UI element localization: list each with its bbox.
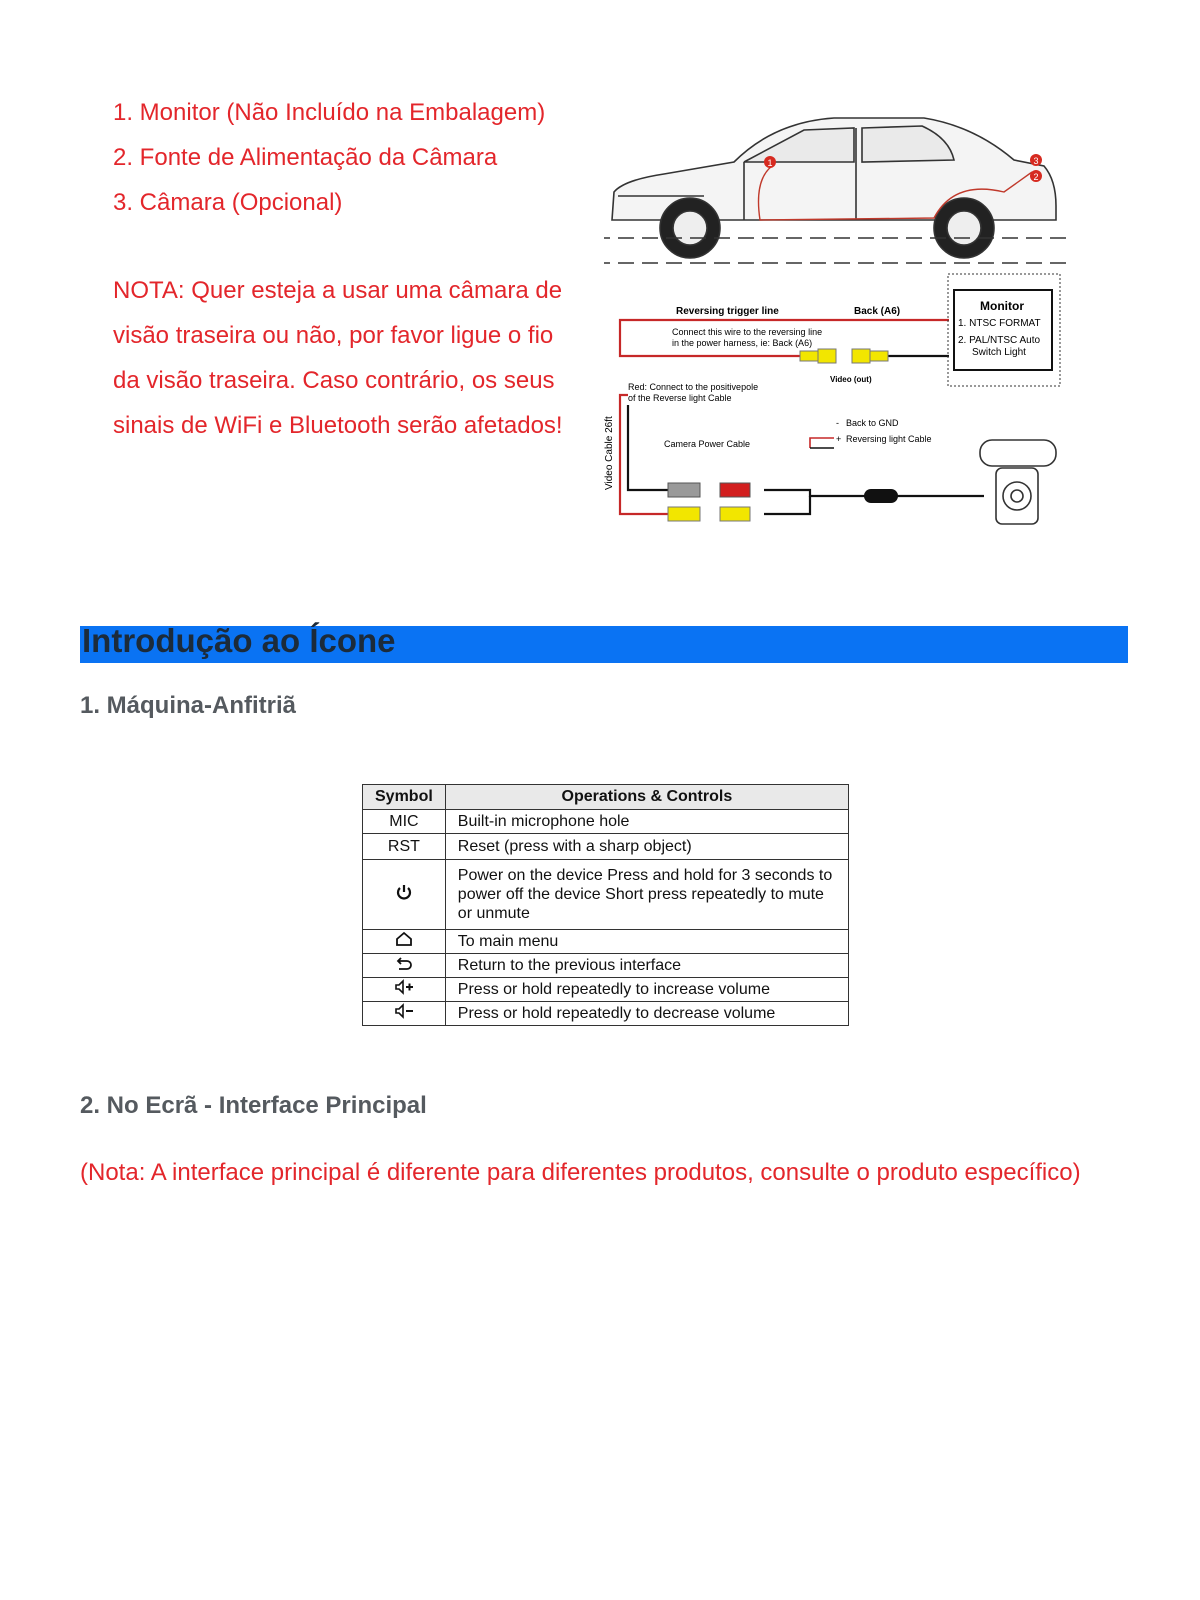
back-icon — [395, 955, 413, 971]
svg-text:1. NTSC FORMAT: 1. NTSC FORMAT — [958, 318, 1041, 329]
controls-table — [362, 784, 849, 1026]
table-row — [363, 954, 849, 978]
table-cell-op: Power on the device Press and hold for 3 seconds to power off the device Short press repeatedly to mute or unmute — [445, 860, 848, 930]
table-header-row — [363, 785, 849, 810]
volume-down-icon — [394, 1003, 414, 1019]
svg-text:Back (A6): Back (A6) — [854, 306, 901, 317]
car-marker-3 — [1030, 154, 1042, 166]
note-text: NOTA: Quer esteja a usar uma câmara de visão traseira ou não, por favor ligue o fio da visão traseira. Caso contrário, os seus sinais de WiFi e Bluetooth serão afetados! — [113, 277, 563, 439]
svg-text:+: + — [836, 434, 842, 444]
table-row — [363, 978, 849, 1002]
table-row — [363, 834, 849, 860]
list-item: 1. Monitor (Não Incluído na Embalagem) — [113, 99, 546, 126]
svg-text:Camera Power Cable: Camera Power Cable — [664, 439, 751, 449]
svg-text:Red: Connect to the positivepo: Red: Connect to the positivepole — [628, 382, 759, 392]
section-header-bar — [80, 622, 1128, 663]
svg-text:-: - — [836, 418, 839, 428]
svg-text:Connect this wire to the rever: Connect this wire to the reversing line — [672, 327, 823, 337]
table-cell-op: Return to the previous interface — [445, 954, 848, 978]
table-row — [363, 810, 849, 834]
table-row — [363, 1002, 849, 1026]
svg-text:Reversing light Cable: Reversing light Cable — [846, 434, 932, 444]
table-cell-op: Built-in microphone hole — [445, 810, 848, 834]
table-cell-op: Press or hold repeatedly to increase volume — [445, 978, 848, 1002]
svg-text:in the power harness, ie: Back: in the power harness, ie: Back (A6) — [672, 338, 813, 348]
table-cell-symbol: MIC — [363, 810, 446, 834]
car-marker-2 — [1030, 170, 1042, 182]
svg-text:Video (out): Video (out) — [830, 375, 872, 384]
interface-note: (Nota: A interface principal é diferente para diferentes produtos, consulte o produto específico) — [80, 1159, 1081, 1186]
subheading-host: 1. Máquina-Anfitriã — [80, 692, 297, 719]
car-marker-1 — [764, 156, 776, 168]
svg-text:Back to GND: Back to GND — [846, 418, 899, 428]
volume-up-icon — [394, 979, 414, 995]
table-header-symbol: Symbol — [363, 785, 446, 810]
table-cell-op: Reset (press with a sharp object) — [445, 834, 848, 860]
svg-text:1: 1 — [767, 158, 773, 168]
table-header-ops: Operations & Controls — [445, 785, 848, 810]
list-item: 3. Câmara (Opcional) — [113, 189, 343, 216]
list-item: 2. Fonte de Alimentação da Câmara — [113, 144, 498, 171]
svg-text:Reversing trigger line: Reversing trigger line — [676, 306, 779, 317]
svg-text:Switch Light: Switch Light — [972, 347, 1026, 358]
svg-text:Video Cable 26ft: Video Cable 26ft — [604, 416, 615, 490]
svg-text:2. PAL/NTSC Auto: 2. PAL/NTSC Auto — [958, 335, 1041, 346]
table-cell-op: To main menu — [445, 930, 848, 954]
monitor-box — [948, 274, 1060, 386]
car-illustration — [612, 118, 1056, 258]
table-row — [363, 930, 849, 954]
power-icon — [395, 883, 413, 901]
home-icon — [395, 931, 413, 947]
table-cell-op: Press or hold repeatedly to decrease volume — [445, 1002, 848, 1026]
svg-text:2: 2 — [1033, 172, 1039, 182]
subheading-main-interface: 2. No Ecrã - Interface Principal — [80, 1092, 427, 1119]
svg-text:3: 3 — [1033, 156, 1039, 166]
wiring-diagram — [604, 110, 1104, 550]
camera-illustration — [980, 440, 1056, 524]
section-title: Introdução ao Ícone — [82, 622, 396, 659]
svg-text:of the Reverse light Cable: of the Reverse light Cable — [628, 393, 732, 403]
svg-text:Monitor: Monitor — [980, 299, 1024, 313]
install-list — [113, 90, 583, 225]
table-row — [363, 860, 849, 930]
table-cell-symbol: RST — [363, 834, 446, 860]
